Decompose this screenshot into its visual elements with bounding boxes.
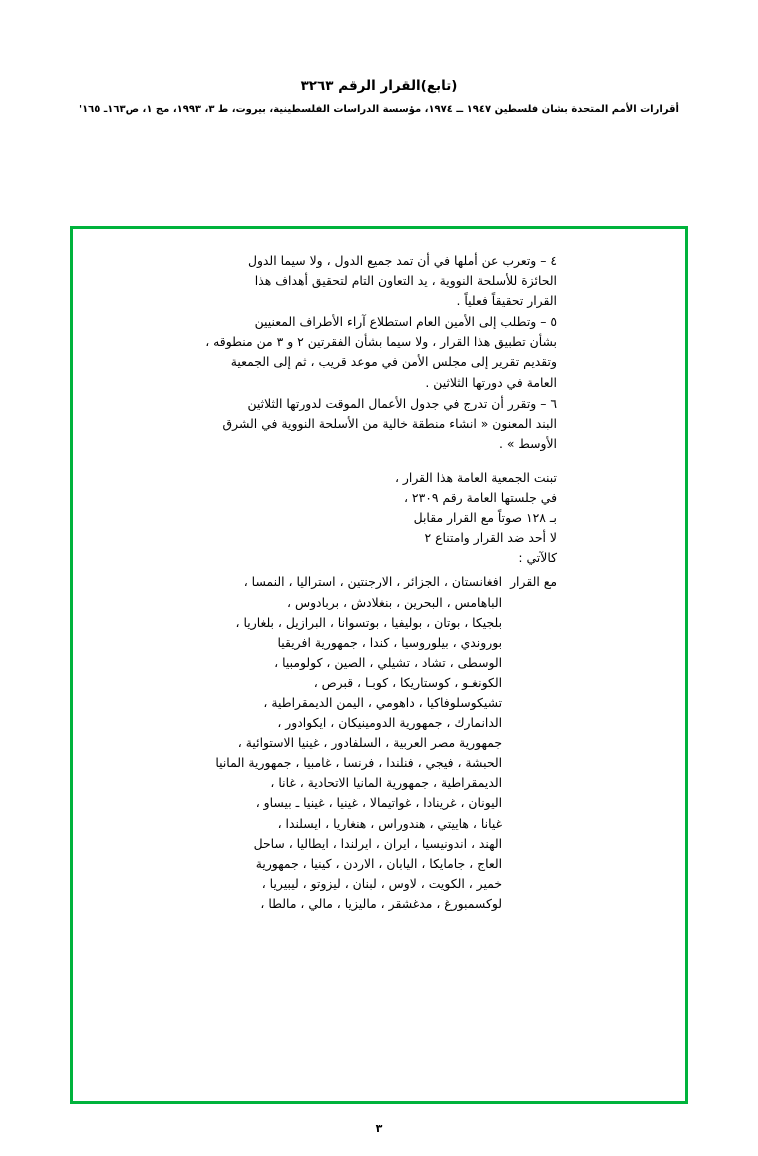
countries-in-favour-list xyxy=(197,572,502,914)
vote-line: لا أحد ضد القرار وامتناع ٢ xyxy=(424,530,557,546)
paragraph-item-5 xyxy=(197,312,557,392)
paragraph-item-6 xyxy=(197,394,557,454)
paragraph-line: الحائزة للأسلحة النووية ، يد التعاون التام لتحقيق أهداف هذا xyxy=(254,273,557,289)
country-line: الوسطى ، تشاد ، تشيلي ، الصين ، كولومبيا ، xyxy=(274,654,503,670)
country-line: العاج ، جامايكا ، اليابان ، الاردن ، كينيا ، جمهورية xyxy=(255,855,503,871)
country-line: بوروندي ، بيلوروسيا ، كندا ، جمهورية افريقيا xyxy=(277,634,503,650)
country-line: اليونان ، غرينادا ، غواتيمالا ، غينيا ، غينيا ـ بيساو ، xyxy=(255,795,503,811)
paragraph-line: ٤ – وتعرب عن أملها في أن تمد جميع الدول ، ولا سيما الدول xyxy=(247,253,557,268)
adoption-vote-stanza xyxy=(197,468,557,568)
page-title: (تابع)القرار الرقم ٣٢٦٣ xyxy=(300,78,458,94)
paragraph-line: وتقديم تقرير إلى مجلس الأمن في موعد قريب ، ثم إلى الجمعية xyxy=(230,354,557,370)
page-header xyxy=(0,78,758,116)
vote-line: تبنت الجمعية العامة هذا القرار ، xyxy=(394,469,557,485)
country-line: غيانا ، هاييتي ، هندوراس ، هنغاريا ، ايسلندا ، xyxy=(277,815,503,831)
country-line: تشيكوسلوفاكيا ، داهومي ، اليمن الديمقراطية ، xyxy=(263,694,503,710)
paragraph-line: البند المعنون « انشاء منطقة خالية من الأسلحة النووية في الشرق xyxy=(222,415,557,431)
paragraph-line: الأوسط » . xyxy=(498,435,557,451)
country-line: الكونغـو ، كوستاريكا ، كوبـا ، قبرص ، xyxy=(313,674,503,690)
country-line: الحبشة ، فيجي ، فنلندا ، فرنسا ، غامبيا ، جمهورية المانيا xyxy=(215,755,503,771)
paragraph-line: ٦ – وتقرر أن تدرج في جدول الأعمال الموقت لدورتها الثلاثين xyxy=(247,395,557,411)
country-line: الباهامس ، البحرين ، بنغلادش ، بربادوس ، xyxy=(287,594,503,610)
vote-line: في جلستها العامة رقم ٢٣٠٩ ، xyxy=(403,490,557,506)
paragraph-line: القرار تحقيقاً فعلياً . xyxy=(456,293,557,309)
country-line: افغانستان ، الجزائر ، الارجنتين ، استراليا ، النمسا ، xyxy=(243,574,503,590)
country-line: الدانمارك ، جمهورية الدومينيكان ، ايكوادور ، xyxy=(277,715,503,731)
vote-line: بـ ١٢٨ صوتاً مع القرار مقابل xyxy=(413,510,557,526)
country-line: جمهورية مصر العربية ، السلفادور ، غينيا الاستوائية ، xyxy=(237,735,503,751)
countries-in-favour-label: مع القرار xyxy=(510,574,557,590)
country-line: خمير ، الكويت ، لاوس ، لبنان ، ليزوتو ، ليبيريا ، xyxy=(261,875,503,891)
paragraph-line: بشأن تطبيق هذا القرار ، ولا سيما بشأن الفقرتين ٢ و ٣ من منطوقه ، xyxy=(205,334,557,350)
paragraph-line: العامة في دورتها الثلاثين . xyxy=(425,374,557,390)
spacer xyxy=(197,455,557,468)
document-body xyxy=(197,251,557,914)
vote-line: كالآتي : xyxy=(518,550,557,566)
paragraph-line: ٥ – وتطلب إلى الأمين العام استطلاع آراء الأطراف المعنيين xyxy=(254,314,557,330)
countries-in-favour-block xyxy=(197,572,557,914)
paragraph-item-4 xyxy=(197,251,557,311)
country-line: لوكسمبورغ ، مدغشقر ، ماليزيا ، مالي ، مالطا ، xyxy=(260,895,503,911)
page-source-citation: أقرارات الأمم المتحدة بشان فلسطين ١٩٤٧ ــ ١٩٧٤، مؤسسة الدراسات الفلسطينية، بيروت، ط ٣، ١٩٩٣، مج ١، ص١٦٣ـ ١٦٥' xyxy=(79,103,679,115)
green-bordered-content-frame xyxy=(70,226,688,1104)
document-page xyxy=(0,78,758,1156)
country-line: الهند ، اندونيسيا ، ايران ، ايرلندا ، ايطاليا ، ساحل xyxy=(253,835,503,851)
country-line: بلجيكا ، بوتان ، بوليفيا ، بوتسوانا ، البرازيل ، بلغاريا ، xyxy=(235,614,503,630)
page-number: ٣ xyxy=(375,1122,383,1135)
country-line: الديمقراطية ، جمهورية المانيا الاتحادية ، غانا ، xyxy=(270,775,503,791)
